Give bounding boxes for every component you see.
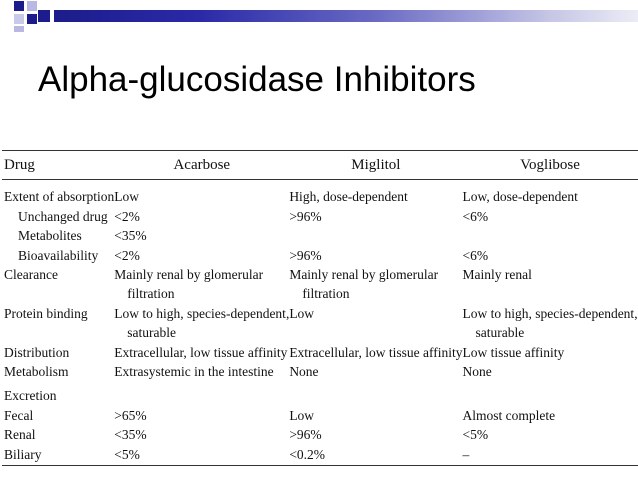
table-row [2,180,638,207]
cell-text: Almost complete [462,407,556,423]
cell-text: Extracellular, low tissue affinity [114,344,288,360]
table-cell [289,265,462,304]
table-row [2,343,638,362]
table-row [2,304,638,343]
cell-text: Extrasystemic in the intestine [114,364,274,380]
cell-text: Mainly renal by glomerular [114,267,264,283]
table-cell [114,304,289,343]
table-cell [462,207,637,226]
table-row [2,425,638,444]
row-label-cell [2,343,114,362]
row-label: Distribution [4,344,70,360]
row-label: Bioavailability [18,247,99,263]
cell-text: Low to high, species-dependent, [114,305,290,321]
table-cell [462,304,637,343]
table-row [2,445,638,466]
row-label: Biliary [4,446,42,462]
table-cell [289,180,462,207]
table-cell [289,304,462,343]
table-cell [289,343,462,362]
table-cell [462,180,637,207]
row-label: Extent of absorption [4,189,115,205]
table-cell [114,207,289,226]
cell-text: <5% [114,446,140,462]
row-label: Protein binding [4,305,88,321]
deco-square [14,26,24,32]
table-cell [114,343,289,362]
cell-text: <5% [462,427,489,443]
row-label-cell [2,425,114,444]
deco-square [27,1,37,11]
table-row [2,226,638,245]
cell-text: >96% [289,427,322,443]
cell-text: <6% [462,247,489,263]
table-cell [462,425,637,444]
table-row [2,362,638,381]
row-label: Renal [4,427,36,443]
table-cell [114,180,289,207]
column-header: Voglibose [462,151,637,180]
row-label-cell [2,246,114,265]
table-cell [114,406,289,425]
column-header: Miglitol [289,151,462,180]
row-label: Metabolism [4,364,69,380]
row-label: Clearance [4,267,58,283]
table-row [2,207,638,226]
deco-square [14,14,24,24]
table-row [2,381,638,405]
row-label: Excretion [4,388,57,404]
row-label-cell [2,362,114,381]
row-label-cell [2,265,114,304]
table-cell [114,265,289,304]
cell-text: >96% [289,247,322,263]
table-cell [289,207,462,226]
cell-text: High, dose-dependent [289,189,408,205]
cell-text: – [462,446,470,462]
deco-square [38,10,50,22]
table-cell [462,343,637,362]
table-cell [289,381,462,405]
row-label-cell [2,381,114,405]
deco-square [27,14,37,24]
table-header-row [2,151,638,180]
row-label-cell [2,180,114,207]
table-cell [114,226,289,245]
deco-square [14,1,24,11]
header-decoration [0,0,638,32]
row-label: Fecal [4,407,34,423]
cell-text: Mainly renal [462,267,532,283]
table-cell [462,226,637,245]
table-cell [114,362,289,381]
table-body [2,180,638,466]
cell-continuation-text: saturable [127,325,176,341]
table-cell [462,265,637,304]
cell-text: Low [289,407,315,423]
cell-text: Low [289,305,315,321]
table-row [2,406,638,425]
table-cell [462,246,637,265]
table-row [2,265,638,304]
table-cell [114,425,289,444]
cell-text: <35% [114,427,147,443]
cell-text: Low [114,189,139,205]
table-cell [289,425,462,444]
table-cell [462,362,637,381]
table-cell [462,445,637,466]
table-cell [289,362,462,381]
cell-continuation-text: filtration [127,286,175,302]
row-label-cell [2,445,114,466]
cell-text: Low, dose-dependent [462,189,578,205]
table-cell [114,445,289,466]
row-label: Metabolites [18,228,82,244]
table-row [2,246,638,265]
cell-text: <2% [114,247,140,263]
deco-gradient-bar [54,10,638,22]
cell-text: <6% [462,208,489,224]
column-header: Drug [2,151,114,180]
cell-text: Low to high, species-dependent, [462,305,638,321]
column-header: Acarbose [114,151,289,180]
comparison-table [2,150,638,466]
table-cell [289,445,462,466]
cell-text: >65% [114,407,147,423]
cell-text: Mainly renal by glomerular [289,267,439,283]
cell-text: Extracellular, low tissue affinity [289,344,463,360]
cell-text: None [289,364,319,380]
cell-text: >96% [289,208,322,224]
row-label-cell [2,406,114,425]
row-label-cell [2,207,114,226]
table-cell [114,381,289,405]
table-cell [289,246,462,265]
table-cell [289,226,462,245]
table-cell [289,406,462,425]
table-cell [462,406,637,425]
cell-text: <35% [114,228,147,244]
cell-text: <0.2% [289,446,326,462]
row-label: Unchanged drug [18,208,108,224]
cell-continuation-text: saturable [475,325,525,341]
cell-text: None [462,364,492,380]
cell-text: Low tissue affinity [462,344,565,360]
cell-text: <2% [114,208,140,224]
table-cell [462,381,637,405]
row-label-cell [2,226,114,245]
cell-continuation-text: filtration [302,286,350,302]
row-label-cell [2,304,114,343]
slide-title: Alpha-glucosidase Inhibitors [38,60,476,99]
table-cell [114,246,289,265]
